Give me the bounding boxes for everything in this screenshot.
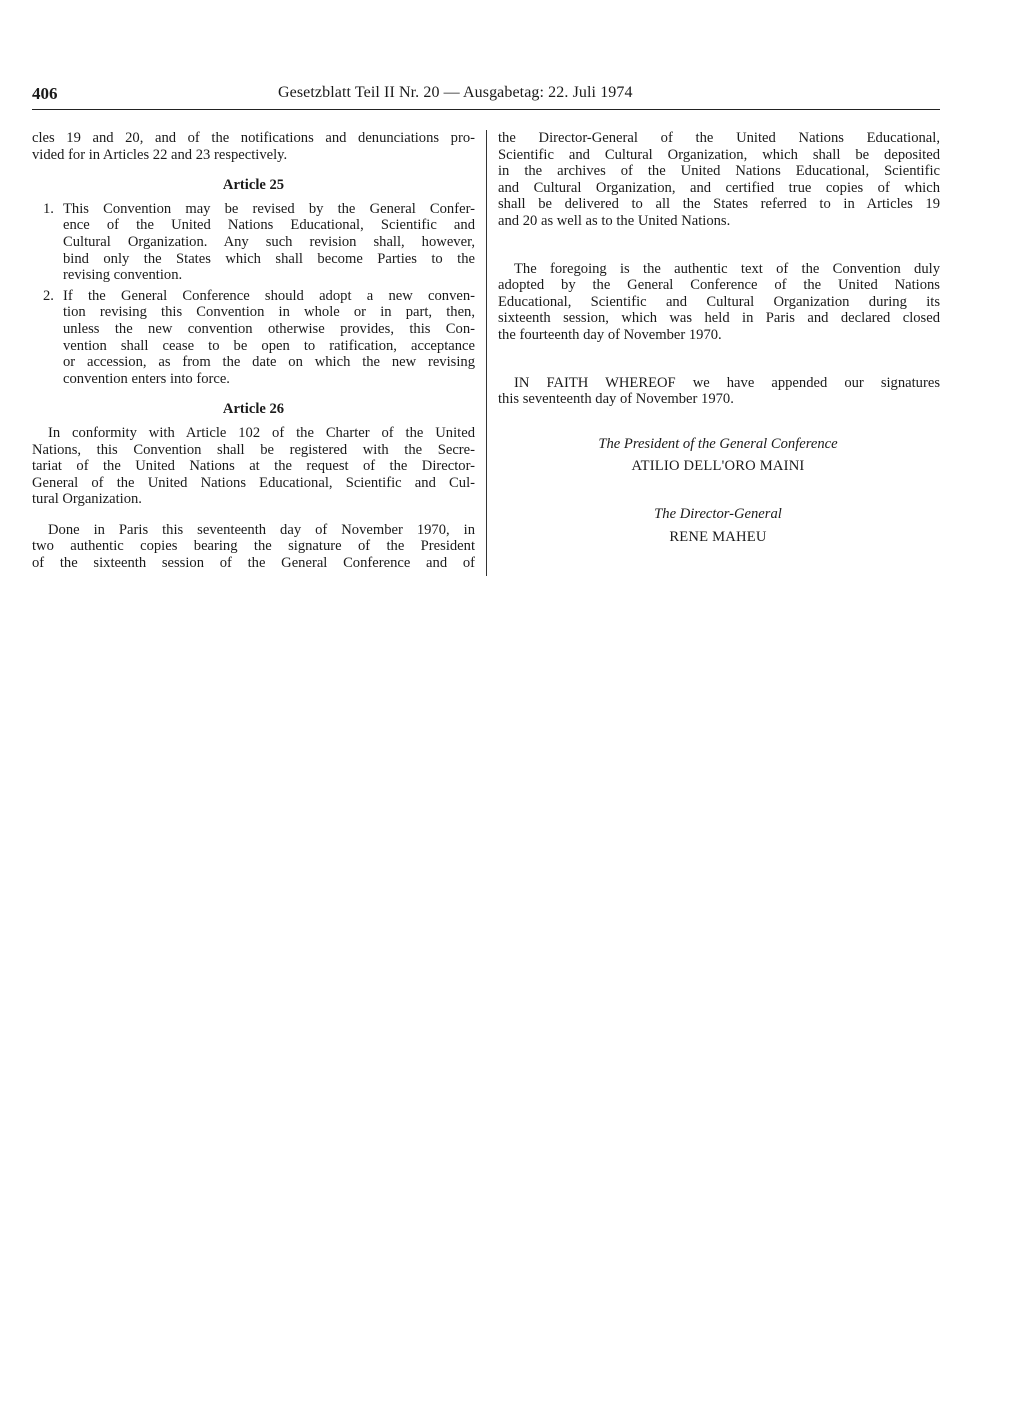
- president-role: The President of the General Conference: [598, 435, 838, 452]
- article-25-heading: Article 25: [222, 177, 285, 194]
- text-line: shall be delivered to all the States referred to in Articles 19: [498, 196, 940, 213]
- column-divider: [486, 130, 487, 576]
- text-line: tion revising this Convention in whole or in part, then,: [63, 304, 475, 321]
- done-paragraph: [32, 522, 475, 572]
- item-number: 2.: [43, 287, 54, 304]
- text-line: and Cultural Organization, and certified true copies of which: [498, 179, 940, 196]
- text-line: convention enters into force.: [63, 370, 230, 387]
- continuation-paragraph: [498, 130, 940, 230]
- text-line: Scientific and Cultural Organization, which shall be deposited: [498, 146, 940, 163]
- text-line: IN FAITH WHEREOF we have appended our signatures: [514, 374, 940, 391]
- text-line: adopted by the General Conference of the United Nations: [498, 277, 940, 294]
- text-line: two authentic copies bearing the signature of the President: [32, 538, 475, 555]
- text-line: unless the new convention otherwise provides, this Con-: [63, 320, 475, 337]
- text-line: tural Organization.: [32, 491, 142, 508]
- authentic-text-paragraph: [498, 261, 940, 344]
- signature-block: [498, 436, 938, 545]
- text-line: General of the United Nations Educational, Scientific and Cul-: [32, 474, 475, 491]
- text-line: the fourteenth day of November 1970.: [498, 326, 722, 343]
- page-number: 406: [32, 84, 58, 103]
- in-faith-paragraph: [498, 375, 940, 408]
- text-line: vided for in Articles 22 and 23 respectively.: [32, 146, 288, 163]
- text-line: Done in Paris this seventeenth day of November 1970, in: [48, 521, 475, 538]
- text-line: in the archives of the United Nations Educational, Scientific: [498, 163, 940, 180]
- spacer: [498, 230, 940, 261]
- article-26-paragraph: [32, 425, 475, 508]
- right-column: [498, 130, 940, 545]
- text-line: sixteenth session, which was held in Paris and declared closed: [498, 310, 940, 327]
- text-line: of the sixteenth session of the General Conference and of: [32, 555, 475, 572]
- text-line: tariat of the United Nations at the request of the Director-: [32, 458, 475, 475]
- article-26-heading: Article 26: [222, 401, 285, 418]
- article-25-item-2: [32, 288, 475, 388]
- text-line: If the General Conference should adopt a new conven-: [63, 287, 475, 304]
- text-line: The foregoing is the authentic text of the Convention duly: [514, 260, 940, 277]
- running-head: Gesetzblatt Teil II Nr. 20 — Ausgabetag: 22. Juli 1974: [278, 84, 633, 101]
- left-column: [32, 130, 475, 572]
- spacer: [32, 508, 475, 522]
- text-line: ence of the United Nations Educational, Scientific and: [63, 217, 475, 234]
- page-header: [32, 84, 940, 106]
- text-line: This Convention may be revised by the General Confer-: [63, 200, 475, 217]
- text-line: revising convention.: [63, 267, 183, 284]
- text-line: this seventeenth day of November 1970.: [498, 391, 734, 408]
- text-line: the Director-General of the United Nations Educational,: [498, 130, 940, 146]
- text-line: and 20 as well as to the United Nations.: [498, 212, 731, 229]
- text-line: or accession, as from the date on which the new revising: [63, 354, 475, 371]
- director-name: RENE MAHEU: [669, 528, 767, 545]
- text-line: vention shall cease to be open to ratification, acceptance: [63, 337, 475, 354]
- president-name: ATILIO DELL'ORO MAINI: [631, 458, 805, 475]
- header-rule: [32, 109, 940, 110]
- text-line: Nations, this Convention shall be registered with the Secre-: [32, 441, 475, 458]
- text-line: cles 19 and 20, and of the notifications and denunciations pro-: [32, 130, 475, 146]
- text-line: Cultural Organization. Any such revision shall, however,: [63, 233, 475, 250]
- item-number: 1.: [43, 200, 54, 217]
- spacer: [498, 344, 940, 375]
- text-line: Educational, Scientific and Cultural Organization during its: [498, 293, 940, 310]
- article-25-item-1: [32, 201, 475, 284]
- director-role: The Director-General: [654, 505, 782, 522]
- text-line: bind only the States which shall become Parties to the: [63, 250, 475, 267]
- text-line: In conformity with Article 102 of the Charter of the United: [48, 424, 475, 441]
- intro-paragraph: [32, 130, 475, 163]
